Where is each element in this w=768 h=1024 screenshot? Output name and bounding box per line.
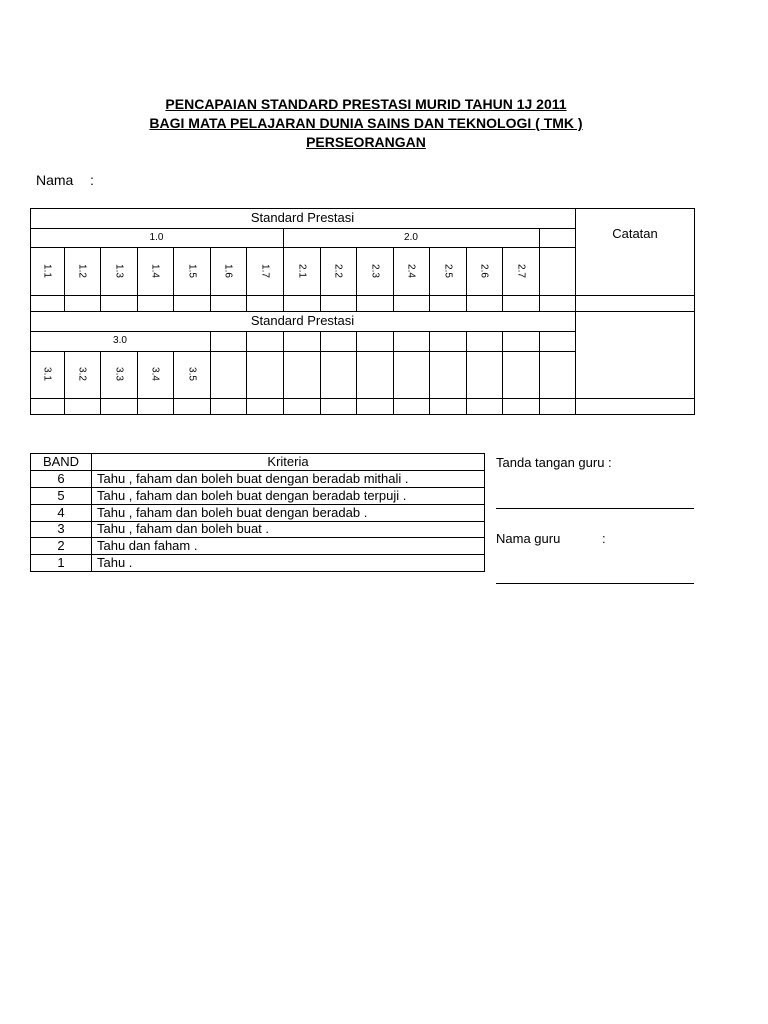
grid-line bbox=[429, 331, 430, 415]
grid-line bbox=[137, 351, 138, 415]
band-value: 2 bbox=[57, 538, 65, 553]
grid-line bbox=[64, 351, 65, 415]
grid-line bbox=[210, 247, 211, 311]
grid-line bbox=[30, 295, 695, 296]
nama-guru-label: Nama guru bbox=[496, 531, 561, 546]
kriteria-value: Tahu , faham dan boleh buat dengan beradab . bbox=[97, 505, 368, 520]
group-3-label: 3.0 bbox=[113, 335, 127, 346]
grid-line bbox=[30, 331, 576, 332]
kriteria-value: Tahu , faham dan boleh buat dengan beradab terpuji . bbox=[97, 488, 407, 503]
grid-line bbox=[283, 247, 284, 311]
standard-code-label: 2.2 bbox=[332, 264, 344, 278]
catatan-header: Catatan bbox=[612, 226, 658, 241]
grid-line bbox=[30, 247, 576, 248]
band-value: 6 bbox=[57, 471, 65, 486]
nama-guru-line bbox=[496, 583, 694, 584]
grid-line bbox=[539, 247, 540, 311]
tanda-tangan-label: Tanda tangan guru : bbox=[496, 455, 612, 470]
group-1-label: 1.0 bbox=[149, 232, 164, 243]
standard-code-label: 2.3 bbox=[369, 264, 380, 278]
band-value: 4 bbox=[57, 505, 65, 520]
band-table-line bbox=[30, 453, 485, 454]
grid-line bbox=[393, 331, 394, 415]
band-value: 3 bbox=[57, 521, 65, 536]
grid-line bbox=[30, 228, 576, 229]
band-header: BAND bbox=[42, 454, 80, 469]
grid-line bbox=[466, 331, 467, 415]
grid-line bbox=[173, 247, 174, 311]
grid-line bbox=[320, 331, 321, 415]
grid-line bbox=[100, 247, 101, 311]
standard-code-label: 1.3 bbox=[113, 264, 124, 278]
standard-code-label: 1.1 bbox=[41, 264, 53, 278]
kriteria-value: Tahu . bbox=[97, 555, 133, 570]
nama-text: Nama bbox=[36, 172, 74, 188]
standard-code-label: 3.2 bbox=[76, 367, 88, 381]
kriteria-value: Tahu , faham dan boleh buat dengan beradab mithali . bbox=[97, 471, 409, 486]
standard-code-label: 1.7 bbox=[259, 264, 270, 278]
grid-line bbox=[356, 331, 357, 415]
grid-line bbox=[502, 331, 503, 415]
grid-line bbox=[502, 247, 503, 311]
nama-label bbox=[36, 172, 94, 188]
standard-prestasi-header-2: Standard Prestasi bbox=[250, 313, 355, 328]
standard-code-label: 1.4 bbox=[149, 264, 161, 278]
band-table-line bbox=[91, 453, 92, 572]
grid-line bbox=[283, 331, 284, 415]
grid-line bbox=[393, 247, 394, 311]
band-value: 1 bbox=[57, 555, 65, 570]
kriteria-value: Tahu , faham dan boleh buat . bbox=[97, 521, 270, 536]
grid-line bbox=[210, 331, 211, 415]
grid-line bbox=[246, 331, 247, 415]
grid-line bbox=[466, 247, 467, 311]
standard-code-label: 3.5 bbox=[186, 367, 197, 381]
grid-line bbox=[30, 414, 695, 415]
grid-line bbox=[429, 247, 430, 311]
title-line-3: PERSEORANGAN bbox=[306, 134, 426, 150]
grid-line bbox=[30, 311, 695, 312]
standard-code-label: 2.4 bbox=[405, 264, 417, 278]
title-line-2: BAGI MATA PELAJARAN DUNIA SAINS DAN TEKNOLOGI ( TMK ) bbox=[149, 115, 583, 131]
grid-line bbox=[64, 247, 65, 311]
band-table-line bbox=[30, 571, 485, 572]
standard-code-label: 2.7 bbox=[515, 264, 526, 278]
grid-line bbox=[539, 331, 540, 415]
standard-code-label: 1.6 bbox=[222, 264, 234, 278]
band-table-line bbox=[484, 453, 485, 572]
grid-line bbox=[173, 351, 174, 415]
nama-colon: : bbox=[90, 172, 94, 188]
grid-line bbox=[356, 247, 357, 311]
standard-code-label: 2.6 bbox=[478, 264, 490, 278]
grid-line bbox=[100, 351, 101, 415]
standard-prestasi-header-1: Standard Prestasi bbox=[250, 210, 355, 225]
grid-line bbox=[30, 208, 695, 209]
standard-code-label: 2.5 bbox=[442, 264, 453, 278]
grid-line bbox=[30, 351, 576, 352]
standard-code-label: 1.2 bbox=[76, 264, 88, 278]
grid-line bbox=[539, 228, 540, 247]
grid-line bbox=[246, 247, 247, 311]
standard-code-label: 3.4 bbox=[149, 367, 161, 381]
title-line-1: PENCAPAIAN STANDARD PRESTASI MURID TAHUN 1J 2011 bbox=[165, 96, 567, 112]
group-2-label: 2.0 bbox=[404, 232, 418, 243]
band-value: 5 bbox=[57, 488, 65, 503]
grid-line bbox=[30, 398, 695, 399]
standard-code-label: 2.1 bbox=[296, 264, 307, 278]
kriteria-value: Tahu dan faham . bbox=[97, 538, 198, 553]
standard-code-label: 3.3 bbox=[113, 367, 124, 381]
standard-code-label: 3.1 bbox=[41, 367, 53, 381]
grid-line bbox=[320, 247, 321, 311]
grid-line bbox=[137, 247, 138, 311]
nama-guru-colon: : bbox=[602, 531, 606, 546]
grid-line bbox=[694, 208, 695, 415]
standard-code-label: 1.5 bbox=[186, 264, 197, 278]
kriteria-header: Kriteria bbox=[267, 454, 309, 469]
signature-line bbox=[496, 508, 694, 509]
